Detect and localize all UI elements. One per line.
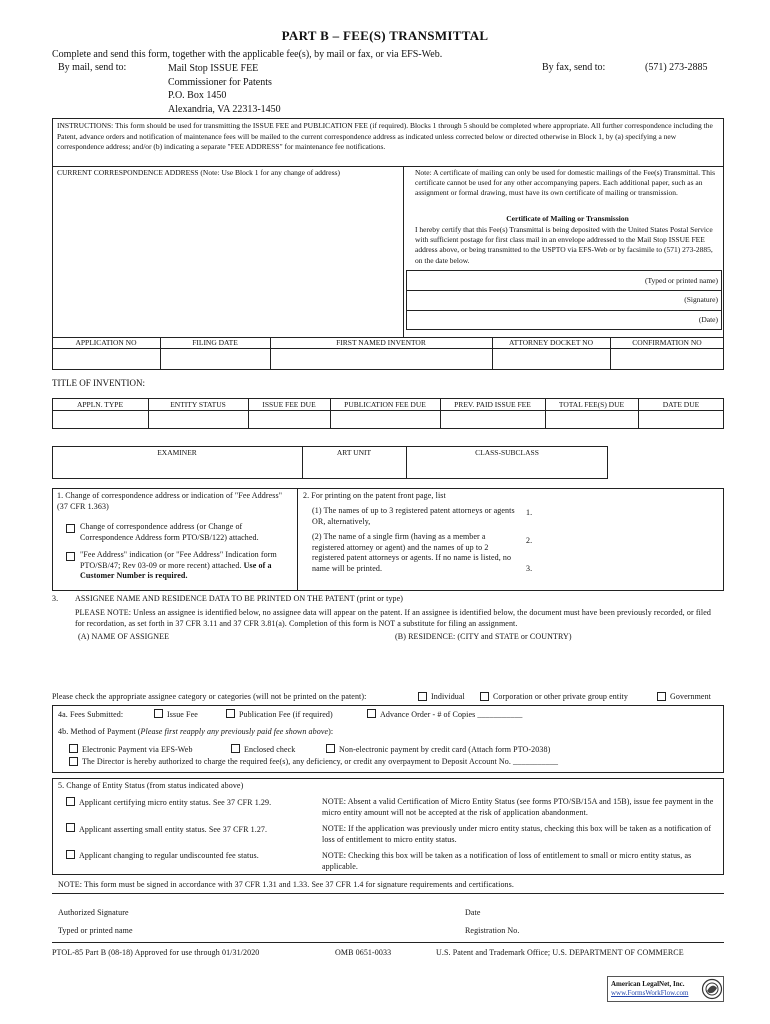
block5-title: 5. Change of Entity Status (from status indicated above) [58, 781, 244, 790]
government-label: Government [670, 692, 711, 701]
authorized-signature-label: Authorized Signature [58, 908, 129, 917]
advance-order-checkbox[interactable] [367, 709, 376, 718]
assignee-residence-label: (B) RESIDENCE: (CITY and STATE or COUNTRY) [395, 632, 572, 641]
assignee-residence-field[interactable] [395, 645, 715, 685]
typed-printed-name-label: Typed or printed name [58, 926, 133, 935]
fax-label: By fax, send to: [542, 62, 606, 73]
typed-printed-name-field[interactable] [150, 922, 450, 938]
individual-checkbox[interactable] [418, 692, 427, 701]
typed-name-label: (Typed or printed name) [645, 276, 718, 285]
publication-fee-label: Publication Fee (if required) [239, 710, 333, 719]
attorney-line-1-number: 1. [526, 508, 533, 517]
header-art-unit: ART UNIT [336, 448, 372, 457]
authorized-signature-field[interactable] [150, 904, 450, 920]
change-address-label: Change of correspondence address (or Change of Correspondence Address form PTO/SB/122) attached. [80, 522, 259, 542]
enclosed-check-label: Enclosed check [244, 745, 296, 754]
registration-no-label: Registration No. [465, 926, 520, 935]
header-confirmation-no: CONFIRMATION NO [632, 338, 702, 347]
certificate-text: I hereby certify that this Fee(s) Transmittal is being deposited with the United States Postal Service with sufficient postage for first class mail in an envelope addressed to the Mail Stop ISSUE FEE address above, or being transmitted to the USPTO via EFS-Web or by facsimile to (571) 273-2885, on the date below. [415, 225, 713, 265]
micro-entity-note: NOTE: Absent a valid Certification of Micro Entity Status (see forms PTO/SB/15A and 15B), issue fee payment in the micro entity amount will not be accepted at the risk of application abandonment. [322, 797, 714, 817]
attorney-name-2-field[interactable] [540, 532, 720, 548]
intro-text: Complete and send this form, together with the applicable fee(s), by mail or fax, or via EFS-Web. [52, 49, 443, 60]
small-entity-label: Applicant asserting small entity status. See 37 CFR 1.27. [79, 825, 268, 834]
header-appln-type: APPLN. TYPE [76, 400, 124, 409]
signature-date-label: Date [465, 908, 481, 917]
attorney-line-2-number: 2. [526, 536, 533, 545]
customer-number-note: Use of a Customer Number is required. [80, 560, 272, 580]
micro-entity-checkbox[interactable] [66, 797, 75, 806]
block2-option2: (2) The name of a single firm (having as a member a registered attorney or agent) and the names of up to 2 registered patent attorneys or agents. If no name is listed, no name will be printed. [312, 532, 512, 573]
registration-no-field[interactable] [535, 922, 720, 938]
fee-address-checkbox[interactable] [66, 552, 75, 561]
change-address-checkbox[interactable] [66, 524, 75, 533]
title-of-invention-label: TITLE OF INVENTION: [52, 378, 145, 388]
payment-method-italic: Please first reapply any previously paid fee shown above [140, 727, 329, 736]
fax-number: (571) 273-2885 [645, 62, 708, 73]
deposit-account-checkbox[interactable] [69, 757, 78, 766]
form-title: PART B – FEE(S) TRANSMITTAL [281, 28, 489, 43]
omb-number: OMB 0651-0033 [335, 948, 392, 957]
payment-method-end: ): [328, 727, 334, 736]
brand-url[interactable]: www.FormsWorkFlow.com [611, 989, 689, 997]
block1-title: 1. Change of correspondence address or indication of "Fee Address" (37 CFR 1.363) [57, 491, 283, 511]
micro-entity-label: Applicant certifying micro entity status. See 37 CFR 1.29. [79, 798, 272, 807]
payment-method-text: 4b. Method of Payment ( [58, 727, 141, 736]
enclosed-check-checkbox[interactable] [231, 744, 240, 753]
brand-logo-icon [701, 978, 723, 1000]
certificate-title: Certificate of Mailing or Transmission [506, 214, 629, 223]
corporation-label: Corporation or other private group entity [493, 692, 628, 701]
mail-label: By mail, send to: [58, 62, 127, 73]
government-checkbox[interactable] [657, 692, 666, 701]
block3-note: PLEASE NOTE: Unless an assignee is identified below, no assignee data will appear on the patent. If an assignee is identified below, the document must have been previously recorded, or filed for recordation, as set forth in 37 CFR 3.11 and 37 CFR 3.81(a). Completion of this form is NOT a substitute for filing an assignment. [75, 608, 712, 628]
corporation-checkbox[interactable] [480, 692, 489, 701]
signature-requirement-note: NOTE: This form must be signed in accordance with 37 CFR 1.31 and 1.33. See 37 CFR 1.4 for signature requirements and certifications. [58, 880, 514, 889]
form-id: PTOL-85 Part B (08-18) Approved for use through 01/31/2020 [52, 948, 260, 957]
fee-address-label [80, 550, 295, 582]
header-publication-fee-due: PUBLICATION FEE DUE [344, 400, 426, 409]
certificate-signature-field[interactable] [408, 292, 638, 308]
issue-fee-label: Issue Fee [167, 710, 198, 719]
block2-option1: (1) The names of up to 3 registered patent attorneys or agents OR, alternatively, [312, 506, 515, 526]
header-date-due: DATE DUE [662, 400, 700, 409]
attorney-line-3-number: 3. [526, 564, 533, 573]
mail-line: Alexandria, VA 22313-1450 [168, 103, 281, 115]
efs-web-label: Electronic Payment via EFS-Web [82, 745, 193, 754]
undiscounted-note: NOTE: Checking this box will be taken as a notification of loss of entitlement to small or micro entity status, as applicable. [322, 851, 692, 871]
instructions-text: INSTRUCTIONS: This form should be used for transmitting the ISSUE FEE and PUBLICATION FEE (if required). Blocks 1 through 5 should be completed where appropriate. All further correspondence including the Patent, advance orders and notification of maintenance fees will be mailed to the current correspondence address as indicated unless corrected below or directed otherwise in Block 1, by (a) specifying a new correspondence address; and/or (b) indicating a separate "FEE ADDRESS" for maintenance fee notifications. [57, 121, 713, 151]
efs-web-checkbox[interactable] [69, 744, 78, 753]
assignee-name-label: (A) NAME OF ASSIGNEE [78, 632, 170, 641]
advance-order-label: Advance Order - # of Copies ___________ [380, 710, 523, 719]
mail-line: P.O. Box 1450 [168, 90, 227, 101]
individual-label: Individual [431, 692, 465, 701]
header-filing-date: FILING DATE [192, 338, 238, 347]
block3-title: ASSIGNEE NAME AND RESIDENCE DATA TO BE PRINTED ON THE PATENT (print or type) [75, 594, 404, 603]
credit-card-checkbox[interactable] [326, 744, 335, 753]
certificate-typed-name-field[interactable] [408, 272, 608, 288]
header-application-no: APPLICATION NO [75, 338, 137, 347]
correspondence-address-field[interactable] [58, 180, 398, 330]
correspondence-label: CURRENT CORRESPONDENCE ADDRESS (Note: Use Block 1 for any change of address) [57, 168, 340, 177]
header-issue-fee-due: ISSUE FEE DUE [262, 400, 316, 409]
credit-card-label: Non-electronic payment by credit card (Attach form PTO-2038) [339, 745, 551, 754]
fees-submitted-label: 4a. Fees Submitted: [58, 710, 124, 719]
small-entity-checkbox[interactable] [66, 823, 75, 832]
date-label: (Date) [698, 315, 718, 324]
undiscounted-label: Applicant changing to regular undiscounted fee status. [79, 851, 259, 860]
signature-date-field[interactable] [490, 904, 720, 920]
mail-line: Mail Stop ISSUE FEE [168, 63, 259, 74]
header-first-named-inventor: FIRST NAMED INVENTOR [336, 338, 426, 347]
header-entity-status: ENTITY STATUS [170, 400, 226, 409]
undiscounted-checkbox[interactable] [66, 850, 75, 859]
mail-address [168, 62, 281, 116]
block2-title: 2. For printing on the patent front page, list [303, 491, 446, 500]
assignee-name-field[interactable] [78, 645, 378, 685]
small-entity-note: NOTE: If the application was previously under micro entity status, checking this box will be taken as a notification of loss of entitlement to micro entity status. [322, 824, 712, 844]
publication-fee-checkbox[interactable] [226, 709, 235, 718]
issue-fee-checkbox[interactable] [154, 709, 163, 718]
header-prev-paid-issue-fee: PREV. PAID ISSUE FEE [454, 400, 531, 409]
certificate-date-field[interactable] [408, 312, 658, 328]
header-attorney-docket-no: ATTORNEY DOCKET NO [508, 338, 594, 347]
block3-number: 3. [52, 594, 59, 603]
header-total-fees-due: TOTAL FEE(S) DUE [558, 400, 625, 409]
fee-address-text: "Fee Address" indication (or "Fee Address" Indication form PTO/SB/47; Rev 03-09 or more recent) attached. [80, 550, 277, 570]
payment-method-label [58, 727, 333, 737]
header-class-subclass: CLASS-SUBCLASS [475, 448, 539, 457]
attorney-name-3-field[interactable] [540, 560, 720, 576]
signature-label: (Signature) [684, 295, 718, 304]
attorney-name-1-field[interactable] [540, 504, 720, 520]
mailing-note: Note: A certificate of mailing can only be used for domestic mailings of the Fee(s) Transmittal. This certificate cannot be used for any other accompanying papers. Each additional paper, such as an assignment or formal drawing, must have its own certificate of mailing or transmission. [415, 168, 716, 198]
header-examiner: EXAMINER [157, 448, 197, 457]
assignee-category-prompt: Please check the appropriate assignee category or categories (will not be printed on the patent): [52, 692, 367, 701]
agency-name: U.S. Patent and Trademark Office; U.S. DEPARTMENT OF COMMERCE [436, 948, 684, 957]
mail-line: Commissioner for Patents [168, 76, 272, 88]
brand-name: American LegalNet, Inc. [611, 980, 685, 988]
deposit-account-label: The Director is hereby authorized to charge the required fee(s), any deficiency, or credit any overpayment to Deposit Account No. ___________ [82, 757, 559, 766]
